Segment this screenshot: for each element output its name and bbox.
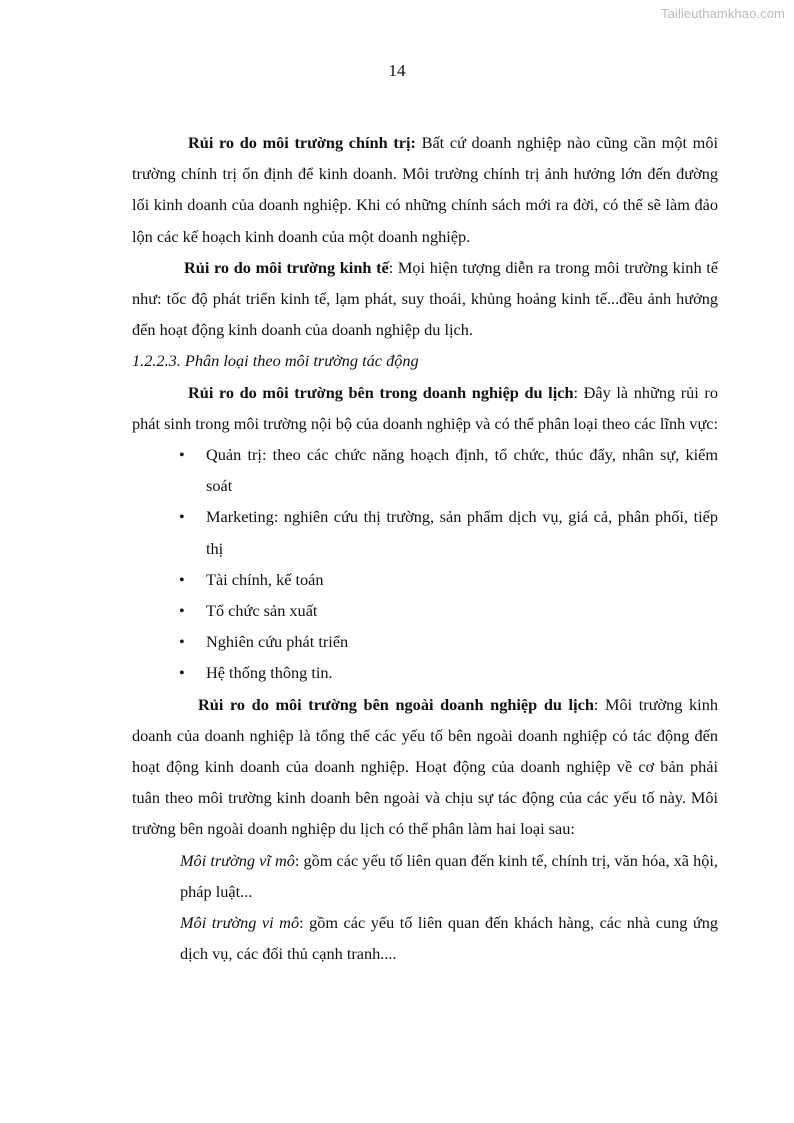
list-item: [132, 595, 718, 626]
paragraph-title: Môi trường vĩ mô: [180, 850, 295, 870]
page-number: 14: [388, 61, 406, 80]
list-item-text: Quản trị: theo các chức năng hoạch định, tổ chức, thúc đẩy, nhân sự, kiểm soát: [206, 445, 718, 496]
list-item: [132, 564, 718, 595]
paragraph-text: : Môi trường kinh doanh của doanh nghiệp là tổng thể các yếu tố bên ngoài doanh nghiệp có tác động đến hoạt động kinh doanh của doanh nghiệp. Hoạt động của doanh nghiệp về cơ bản phải tuân theo môi trường kinh doanh bên ngoài và chịu sự tác động của các yếu tố này. Môi trường bên ngoài doanh nghiệp du lịch có thể phân làm hai loại sau:: [132, 694, 718, 839]
paragraph-title: Môi trường vi mô: [180, 913, 300, 933]
paragraph-political-risk: [132, 127, 718, 252]
paragraph-text: : gồm các yếu tố liên quan đến khách hàng, các nhà cung ứng dịch vụ, các đối thủ cạnh tranh....: [180, 913, 719, 964]
list-item-text: Hệ thống thông tin.: [206, 663, 333, 683]
paragraph-text: : Mọi hiện tượng diễn ra trong môi trường kinh tế như: tốc độ phát triển kinh tế, lạm phát, suy thoái, khủng hoảng kinh tế...đều ảnh hưởng đến hoạt động kinh doanh của doanh nghiệp du lịch.: [132, 257, 718, 340]
paragraph-micro-environment: [132, 907, 718, 969]
bullet-icon: •: [179, 632, 185, 652]
paragraph-macro-environment: [132, 845, 718, 907]
bullet-icon: •: [179, 601, 185, 621]
list-item: [132, 626, 718, 657]
paragraph-title: Rủi ro do môi trường bên ngoài doanh nghiệp du lịch: [198, 694, 594, 714]
bullet-icon: •: [179, 569, 185, 589]
paragraph-title: Rủi ro do môi trường chính trị:: [188, 133, 416, 152]
document-body: [132, 127, 718, 969]
list-item-text: Tài chính, kế toán: [206, 569, 324, 589]
paragraph-title: Rủi ro do môi trường bên trong doanh nghiệp du lịch: [188, 382, 574, 402]
list-item: [132, 501, 718, 563]
list-item-text: Tổ chức sản xuất: [206, 601, 318, 621]
list-item: [132, 439, 718, 501]
list-item-text: Nghiên cứu phát triển: [206, 632, 349, 652]
paragraph-external-risk: [132, 689, 718, 845]
paragraph-text: : Đây là những rủi ro phát sinh trong môi trường nội bộ của doanh nghiệp và có thể phân loại theo các lĩnh vực:: [132, 382, 719, 433]
paragraph-title: Rủi ro do môi trường kinh tế: [184, 257, 389, 277]
watermark: Tailieuthamkhao.com: [660, 6, 785, 21]
paragraph-text: : gồm các yếu tố liên quan đến kinh tế, chính trị, văn hóa, xã hội, pháp luật...: [180, 850, 719, 901]
bullet-icon: •: [179, 445, 185, 465]
list-item-text: Marketing: nghiên cứu thị trường, sản phẩm dịch vụ, giá cả, phân phối, tiếp thị: [206, 507, 718, 558]
paragraph-economic-risk: [132, 252, 718, 346]
bullet-icon: •: [179, 507, 185, 527]
paragraph-text: Bất cứ doanh nghiệp nào cũng cần một môi trường chính trị ổn định để kinh doanh. Môi trường chính trị ảnh hưởng lớn đến đường lối kinh doanh của doanh nghiệp. Khi có những chính sách mới ra đời, có thể sẽ làm đảo lộn các kế hoạch kinh doanh của một doanh nghiệp.: [132, 133, 718, 246]
paragraph-internal-risk: [132, 377, 718, 439]
list-item: [132, 657, 718, 688]
section-subheading: 1.2.2.3. Phân loại theo môi trường tác động: [132, 351, 419, 371]
bullet-icon: •: [179, 663, 185, 683]
bullet-list: [132, 439, 718, 689]
